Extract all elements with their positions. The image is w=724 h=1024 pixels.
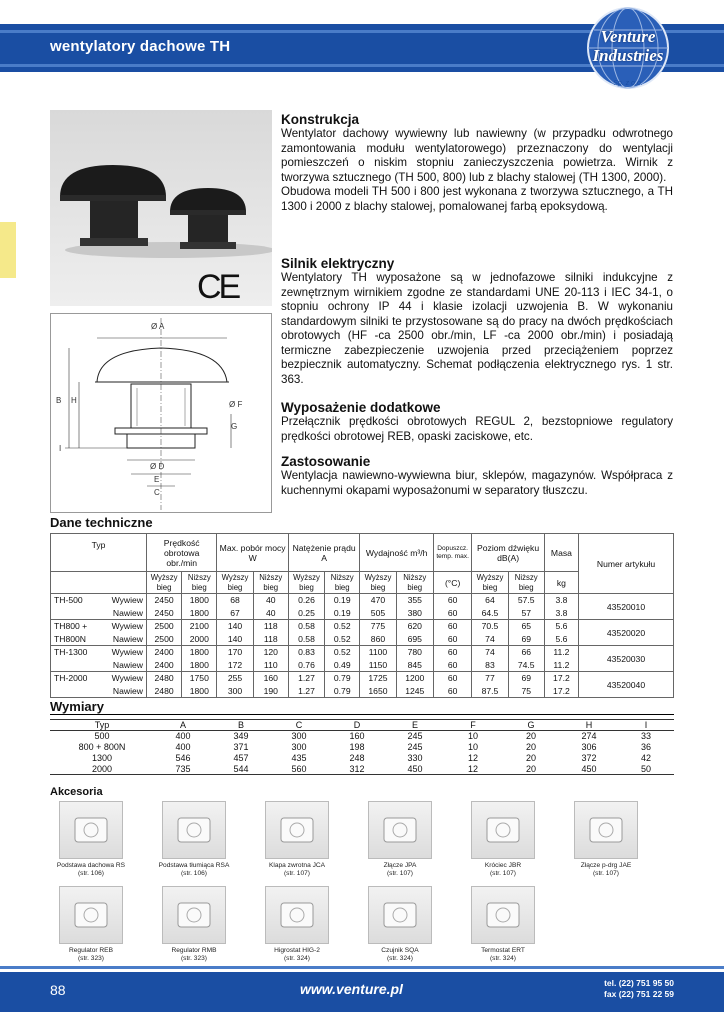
- table-cell: 2400: [147, 659, 182, 672]
- table-cell: 20: [525, 753, 536, 763]
- section-title-zastosowanie: Zastosowanie: [281, 454, 371, 469]
- accessory-name: Regulator REB: [69, 947, 113, 954]
- table-cell: 110: [253, 659, 288, 672]
- table-cell: 435: [291, 753, 307, 763]
- accessory-name: Złącze p-drg JAE: [580, 862, 632, 869]
- table-cell: 450: [560, 764, 618, 775]
- table-cell: Wywiew: [100, 594, 147, 607]
- wyposazenie-text: Przełącznik prędkości obrotowych REGUL 2, bezstopniowe regulatory prędkości obrotowej REB, opaski zaciskowe, etc.: [281, 415, 673, 443]
- phone-number: tel. (22) 751 95 50: [604, 978, 674, 988]
- table-cell: Nawiew: [100, 659, 147, 672]
- table-cell: 775: [360, 620, 396, 633]
- logo-text-company: Sp. z o.o.: [613, 80, 643, 87]
- column-header: A: [154, 720, 212, 731]
- accessory-image: [471, 886, 535, 944]
- table-cell: 0.52: [325, 633, 360, 646]
- table-cell: 1800: [182, 685, 217, 698]
- section-title-wyposazenie: Wyposażenie dodatkowe: [281, 400, 441, 415]
- table-cell: 0.58: [288, 620, 324, 633]
- accessory-image: [368, 886, 432, 944]
- column-header: B: [212, 720, 270, 731]
- th-natezenie: Natężenie prądu A: [288, 534, 359, 572]
- table-cell: 2500: [147, 620, 182, 633]
- th-wyzszy: Wyższy bieg: [147, 572, 182, 594]
- table-row: [51, 620, 674, 633]
- table-cell: 380: [396, 607, 433, 620]
- table-cell: 74: [472, 646, 508, 659]
- table-cell: 248: [349, 753, 365, 763]
- table-cell: 3.8: [544, 594, 578, 607]
- accessory-page-ref: (str. 324): [386, 955, 414, 962]
- accessory-name: Termostat ERT: [481, 947, 525, 954]
- table-cell: 70.5: [472, 620, 508, 633]
- section-title-akcesoria: Akcesoria: [50, 786, 103, 798]
- dim-label-e: E: [154, 475, 160, 484]
- accessory-item[interactable]: [152, 886, 236, 963]
- table-cell: 2480: [147, 685, 182, 698]
- dim-label-f: Ø F: [229, 400, 243, 409]
- table-cell: 1100: [360, 646, 396, 659]
- logo-text-venture: Venture: [600, 27, 656, 46]
- table-cell: 0.83: [288, 646, 324, 659]
- column-header: Typ: [50, 720, 154, 731]
- table-cell: 33: [640, 731, 651, 742]
- th-halas: Poziom dźwięku dB(A): [472, 534, 545, 572]
- accessory-image: [265, 801, 329, 859]
- section-title-wymiary: Wymiary: [50, 699, 104, 714]
- table-cell: 780: [396, 646, 433, 659]
- dimension-diagram: [50, 313, 272, 513]
- accessory-image: [59, 886, 123, 944]
- table-row: [51, 646, 674, 659]
- table-cell: 371: [233, 742, 249, 752]
- table-cell: 1750: [182, 672, 217, 685]
- table-cell: 1800: [182, 594, 217, 607]
- table-row: [50, 753, 674, 764]
- table-cell: 11.2: [544, 659, 578, 672]
- table-cell: 255: [217, 672, 253, 685]
- table-cell: 20: [525, 731, 536, 742]
- table-cell: 170: [217, 646, 253, 659]
- table-cell: 77: [472, 672, 508, 685]
- accessory-page-ref: (str. 323): [77, 955, 105, 962]
- table-cell: 60: [433, 607, 471, 620]
- accessory-item[interactable]: [152, 801, 236, 878]
- table-cell: 60: [433, 659, 471, 672]
- dim-label-b: B: [56, 396, 62, 405]
- accessory-image: [59, 801, 123, 859]
- divider: [50, 714, 674, 715]
- table-cell: 87.5: [472, 685, 508, 698]
- table-cell: 1725: [360, 672, 396, 685]
- table-cell: 50: [618, 764, 674, 775]
- table-cell: 372: [581, 753, 597, 763]
- accessory-item[interactable]: [255, 801, 339, 878]
- table-cell: 620: [396, 620, 433, 633]
- table-cell: TH-2000: [51, 672, 100, 685]
- website-link[interactable]: www.venture.pl: [300, 981, 403, 997]
- table-cell: 300: [291, 731, 307, 742]
- table-cell: 860: [360, 633, 396, 646]
- table-cell: 245: [407, 731, 423, 742]
- table-cell: 330: [407, 753, 423, 763]
- table-cell: 1200: [396, 672, 433, 685]
- accessory-name: Czujnik SQA: [381, 947, 419, 954]
- table-cell: 66: [508, 646, 544, 659]
- accessory-item[interactable]: [461, 886, 545, 963]
- table-cell: 245: [407, 742, 423, 752]
- dim-label-c: C: [154, 488, 160, 497]
- accessory-item[interactable]: [564, 801, 648, 878]
- accessory-item[interactable]: [358, 886, 442, 963]
- table-cell: 198: [349, 742, 365, 752]
- table-cell: 306: [581, 742, 597, 752]
- table-row: [51, 672, 674, 685]
- accessory-image: [162, 801, 226, 859]
- table-cell: 64: [472, 594, 508, 607]
- table-cell: 69: [508, 633, 544, 646]
- table-cell: 3.8: [544, 607, 578, 620]
- table-cell: 0.58: [288, 633, 324, 646]
- accessory-name: Króciec JBR: [484, 862, 522, 869]
- zastosowanie-text: Wentylacja nawiewno-wywiewna biur, sklepów, magazynów. Współpraca z kuchennymi okapami wyposażonumi w separatory tłuszczu.: [281, 469, 673, 497]
- table-cell: 1.27: [288, 685, 324, 698]
- column-header: E: [386, 720, 444, 731]
- table-cell: 118: [253, 633, 288, 646]
- section-title-konstrukcja: Konstrukcja: [281, 112, 360, 127]
- th-nizszy: Niższy bieg: [182, 572, 217, 594]
- table-cell: 500: [94, 731, 110, 742]
- table-cell: 67: [217, 607, 253, 620]
- fax-number: fax (22) 751 22 59: [604, 989, 674, 999]
- th-moc: Max. pobór mocy W: [217, 534, 288, 572]
- table-cell: 0.25: [288, 607, 324, 620]
- table-cell: Wywiew: [100, 646, 147, 659]
- table-row: [50, 764, 674, 775]
- table-cell: 349: [233, 731, 249, 742]
- konstrukcja-text-2: Obudowa modeli TH 500 i 800 jest wykonana z tworzywa sztucznego, a TH 1300 i 2000 z blachy stalowej, pomalowanej farbą epoksydową.: [281, 185, 673, 213]
- table-cell: 2000: [182, 633, 217, 646]
- page-number: 88: [50, 982, 66, 998]
- table-cell: 300: [217, 685, 253, 698]
- th-temp: Dopuszcz. temp. max.: [433, 534, 471, 572]
- table-cell: 10: [467, 742, 478, 752]
- table-cell: 65: [508, 620, 544, 633]
- table-cell: 172: [217, 659, 253, 672]
- table-cell: 2000: [50, 764, 154, 775]
- table-cell: 312: [328, 764, 386, 775]
- column-header: G: [502, 720, 560, 731]
- article-number: 43520040: [578, 672, 673, 698]
- th-nizszy: Niższy bieg: [396, 572, 433, 594]
- table-cell: 1300: [91, 753, 113, 763]
- table-cell: 74.5: [508, 659, 544, 672]
- dims-table: [50, 719, 674, 775]
- table-cell: 2100: [182, 620, 217, 633]
- th-wydajnosc: Wydajność m³/h: [360, 534, 434, 572]
- article-number: 43520010: [578, 594, 673, 620]
- table-cell: 118: [253, 620, 288, 633]
- table-cell: 17.2: [544, 685, 578, 698]
- table-cell: 60: [433, 672, 471, 685]
- accessory-item[interactable]: [49, 801, 133, 878]
- table-cell: 57: [508, 607, 544, 620]
- accessory-name: Higrostat HIG-2: [274, 947, 320, 954]
- table-cell: 0.79: [325, 685, 360, 698]
- table-cell: Wywiew: [100, 620, 147, 633]
- table-cell: 160: [253, 672, 288, 685]
- table-cell: 546: [175, 753, 191, 763]
- table-cell: 1650: [360, 685, 396, 698]
- th-typ-blank: [51, 572, 147, 594]
- table-cell: 75: [508, 685, 544, 698]
- accessory-page-ref: (str. 107): [489, 870, 517, 877]
- table-cell: [51, 607, 100, 620]
- table-cell: 160: [349, 731, 365, 742]
- table-cell: 42: [640, 753, 651, 763]
- table-cell: 83: [472, 659, 508, 672]
- table-cell: 274: [581, 731, 597, 742]
- th-predkosc: Prędkość obrotowa obr./min: [147, 534, 217, 572]
- table-cell: 2480: [147, 672, 182, 685]
- table-cell: 140: [217, 633, 253, 646]
- table-cell: 140: [217, 620, 253, 633]
- column-header: H: [560, 720, 618, 731]
- accessory-page-ref: (str. 323): [180, 955, 208, 962]
- dim-label-i: I: [59, 444, 62, 453]
- table-cell: 800 + 800N: [78, 742, 126, 752]
- table-cell: 1800: [182, 607, 217, 620]
- table-cell: TH-500: [51, 594, 100, 607]
- th-wyzszy: Wyższy bieg: [472, 572, 508, 594]
- th-typ: Typ: [51, 534, 147, 572]
- th-wyzszy: Wyższy bieg: [360, 572, 396, 594]
- accessory-item[interactable]: [255, 886, 339, 963]
- table-cell: 190: [253, 685, 288, 698]
- table-cell: 470: [360, 594, 396, 607]
- accessory-name: Regulator RMB: [171, 947, 217, 954]
- accessory-name: Klapa zwrotna JCA: [268, 862, 326, 869]
- column-header: C: [270, 720, 328, 731]
- table-cell: 0.52: [325, 646, 360, 659]
- accessory-page-ref: (str. 324): [283, 955, 311, 962]
- table-cell: 845: [396, 659, 433, 672]
- table-cell: 457: [233, 753, 249, 763]
- table-cell: 11.2: [544, 646, 578, 659]
- section-title-dane: Dane techniczne: [50, 515, 153, 530]
- table-row: [50, 731, 674, 742]
- silnik-text: Wentylatory TH wyposażone są w jednofazowe silniki indukcyjne z zewnętrznym wirnikiem zgodne ze standardami UNE 20-113 i IEC 34-1, o stopniu ochrony IP 44 i klasie izolacji uzwojenia B. W wykonaniu standardowym silniki te przystosowane są do pracy na dwóch prędkościach obrotowych (HF -ca 2500 obr./min, LF -ca 2000 obr./min) i posiadają termiczne zabezpieczenie uzwojenia przed przeciążeniem poprzez bezpiecznik automatyczny. Schemat podłączenia elektrycznego rys. 1 str. 363.: [281, 271, 673, 386]
- accessory-image: [265, 886, 329, 944]
- table-row: [51, 594, 674, 607]
- table-cell: 64.5: [472, 607, 508, 620]
- table-cell: TH-1300: [51, 646, 100, 659]
- table-header-row: [50, 720, 674, 731]
- dims-table-wrap: [50, 719, 674, 775]
- footer-stripe: [0, 966, 724, 969]
- column-header: F: [444, 720, 502, 731]
- accessory-page-ref: (str. 107): [283, 870, 311, 877]
- table-cell: 0.19: [325, 594, 360, 607]
- accessory-image: [368, 801, 432, 859]
- accessory-name: Podstawa tłumiąca RSA: [158, 862, 230, 869]
- accessory-page-ref: (str. 107): [592, 870, 620, 877]
- accessory-page-ref: (str. 324): [489, 955, 517, 962]
- th-numer: Numer artykułu: [578, 534, 673, 594]
- accessory-name: Złącze JPA: [383, 862, 417, 869]
- article-number: 43520030: [578, 646, 673, 672]
- brand-logo: [576, 4, 680, 94]
- table-cell: 10: [467, 731, 478, 742]
- table-cell: 544: [212, 764, 270, 775]
- table-cell: 355: [396, 594, 433, 607]
- table-cell: 69: [508, 672, 544, 685]
- table-cell: 12: [444, 764, 502, 775]
- table-cell: Wywiew: [100, 672, 147, 685]
- dim-label-g: G: [231, 422, 238, 431]
- th-nizszy: Niższy bieg: [508, 572, 544, 594]
- table-cell: 20: [502, 764, 560, 775]
- th-nizszy: Niższy bieg: [325, 572, 360, 594]
- table-cell: 60: [433, 685, 471, 698]
- table-cell: 560: [270, 764, 328, 775]
- accessory-page-ref: (str. 106): [77, 870, 105, 877]
- accessory-page-ref: (str. 107): [386, 870, 414, 877]
- table-cell: 2450: [147, 594, 182, 607]
- table-cell: 40: [253, 594, 288, 607]
- table-cell: 74: [472, 633, 508, 646]
- table-cell: 2450: [147, 607, 182, 620]
- table-cell: 60: [433, 594, 471, 607]
- table-cell: 505: [360, 607, 396, 620]
- accessory-image: [574, 801, 638, 859]
- table-cell: 12: [467, 753, 478, 763]
- table-cell: 1.27: [288, 672, 324, 685]
- table-cell: [51, 685, 100, 698]
- table-cell: 20: [525, 742, 536, 752]
- table-cell: 695: [396, 633, 433, 646]
- table-cell: 0.52: [325, 620, 360, 633]
- accessory-item[interactable]: [461, 801, 545, 878]
- th-temp-unit: (°C): [433, 572, 471, 594]
- table-cell: 68: [217, 594, 253, 607]
- table-cell: 1245: [396, 685, 433, 698]
- table-cell: 60: [433, 620, 471, 633]
- table-cell: 2400: [147, 646, 182, 659]
- th-masa: Masa: [544, 534, 578, 572]
- column-header: I: [618, 720, 674, 731]
- column-header: D: [328, 720, 386, 731]
- th-nizszy: Niższy bieg: [253, 572, 288, 594]
- table-cell: 120: [253, 646, 288, 659]
- table-cell: [51, 659, 100, 672]
- table-cell: 0.76: [288, 659, 324, 672]
- table-cell: 400: [175, 742, 191, 752]
- logo-text-industries: Industries: [592, 46, 664, 65]
- ce-mark: CE: [197, 268, 239, 306]
- table-cell: TH800 +: [51, 620, 100, 633]
- table-cell: 0.26: [288, 594, 324, 607]
- table-cell: 735: [154, 764, 212, 775]
- dim-label-h: H: [71, 396, 77, 405]
- table-cell: 5.6: [544, 620, 578, 633]
- accessory-item[interactable]: [49, 886, 133, 963]
- table-cell: 2500: [147, 633, 182, 646]
- table-cell: 1800: [182, 646, 217, 659]
- table-cell: 40: [253, 607, 288, 620]
- side-tab-marker: [0, 222, 16, 278]
- tech-data-table: [50, 533, 674, 698]
- th-wyzszy: Wyższy bieg: [288, 572, 324, 594]
- accessory-name: Podstawa dachowa RS: [56, 862, 126, 869]
- page-title: wentylatory dachowe TH: [50, 38, 231, 55]
- table-cell: 450: [386, 764, 444, 775]
- accessory-image: [471, 801, 535, 859]
- th-masa-unit: kg: [544, 572, 578, 594]
- table-cell: Nawiew: [100, 633, 147, 646]
- dim-label-a: Ø A: [151, 322, 165, 331]
- table-cell: 60: [433, 646, 471, 659]
- table-cell: Nawiew: [100, 685, 147, 698]
- table-cell: TH800N: [51, 633, 100, 646]
- table-cell: Nawiew: [100, 607, 147, 620]
- tech-data-table-wrap: [50, 533, 674, 698]
- table-cell: 0.19: [325, 607, 360, 620]
- table-cell: 400: [175, 731, 191, 742]
- fan-drawing: [51, 314, 271, 512]
- dim-label-d: Ø D: [150, 462, 165, 471]
- table-cell: 5.6: [544, 633, 578, 646]
- table-cell: 1800: [182, 659, 217, 672]
- th-wyzszy: Wyższy bieg: [217, 572, 253, 594]
- table-cell: 0.79: [325, 672, 360, 685]
- table-cell: 1150: [360, 659, 396, 672]
- konstrukcja-text: Wentylator dachowy wywiewny lub nawiewny (w przypadku odwrotnego zamontowania modułu wentylatorowego) przeznaczony do wentylacji pomieszczeń o niskim stopniu zanieczyszczenia powietrza. Wirnik z tworzywa sztucznego (TH 500, 800) lub z blachy stalowej (TH 1300, 2000).: [281, 127, 673, 184]
- accessory-image: [162, 886, 226, 944]
- accessory-page-ref: (str. 106): [180, 870, 208, 877]
- table-cell: 0.49: [325, 659, 360, 672]
- table-cell: 36: [640, 742, 651, 752]
- table-row: [50, 742, 674, 753]
- section-title-silnik: Silnik elektryczny: [281, 256, 395, 271]
- article-number: 43520020: [578, 620, 673, 646]
- table-cell: 17.2: [544, 672, 578, 685]
- table-cell: 60: [433, 633, 471, 646]
- table-cell: 300: [291, 742, 307, 752]
- accessory-item[interactable]: [358, 801, 442, 878]
- table-cell: 57.5: [508, 594, 544, 607]
- contact-block: [560, 978, 674, 1000]
